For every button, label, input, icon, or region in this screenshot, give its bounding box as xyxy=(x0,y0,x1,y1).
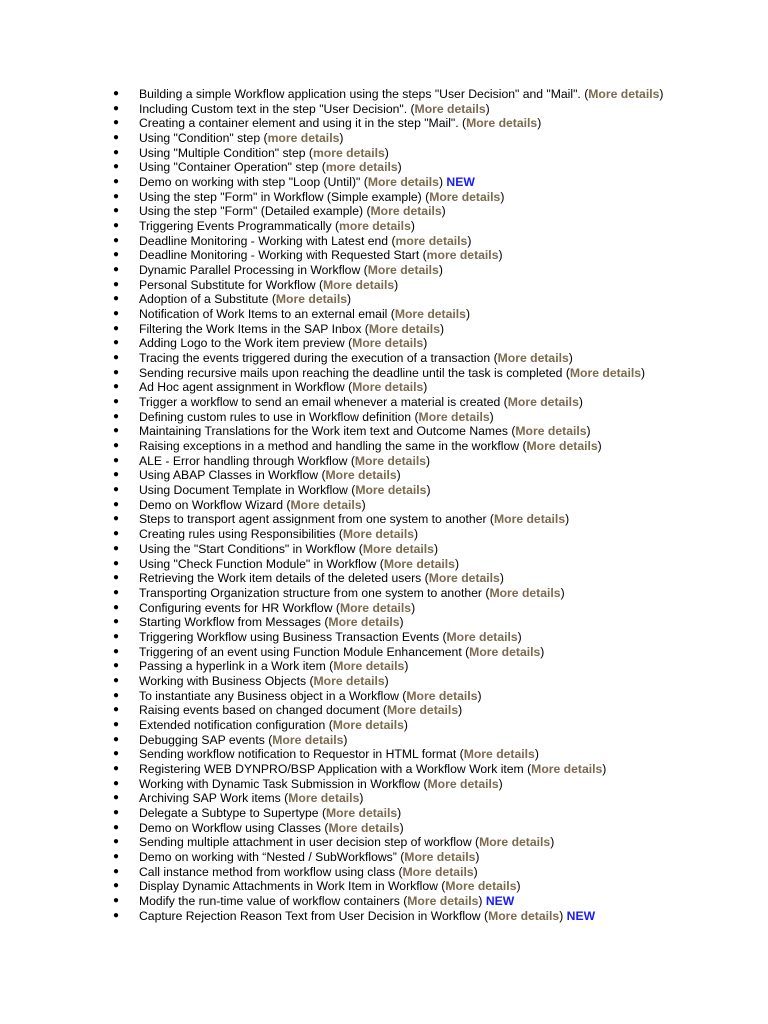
more-details-link[interactable]: More details xyxy=(368,321,440,336)
bullet-icon: ● xyxy=(113,513,120,525)
item-text: Using the step "Form" (Detailed example) xyxy=(139,204,367,219)
list-item: ● Including Custom text in the step "User Decision". (More details) xyxy=(113,101,490,116)
more-details-link[interactable]: More details xyxy=(367,175,439,190)
list-item: ● Delegate a Subtype to Supertype (More details) xyxy=(113,805,402,820)
item-text: Working with Business Objects xyxy=(139,673,310,688)
item-text: Tracing the events triggered during the execution of a transaction xyxy=(139,351,494,366)
more-details-link[interactable]: more details xyxy=(325,160,398,175)
item-text: Extended notification configuration xyxy=(139,717,329,732)
item-text: Using "Check Function Module" in Workflow xyxy=(139,556,380,571)
item-text: Demo on working with “Nested / SubWorkflows” xyxy=(139,849,401,864)
bullet-icon: ● xyxy=(113,454,120,466)
item-text: Using "Container Operation" step xyxy=(139,160,322,175)
list-item: ● Using the step "Form" in Workflow (Simple example) (More details) xyxy=(113,189,505,204)
bullet-icon: ● xyxy=(113,102,120,114)
new-badge: NEW xyxy=(446,175,475,190)
list-item: ● Dynamic Parallel Processing in Workflow (More details) xyxy=(113,263,443,278)
more-details-link[interactable]: More details xyxy=(328,615,400,630)
list-item: ● Creating rules using Responsibilities (More details) xyxy=(113,527,419,542)
list-item: ● Call instance method from workflow using class (More details) xyxy=(113,864,478,879)
list-item: ● Passing a hyperlink in a Work item (More details) xyxy=(113,659,409,674)
new-badge: NEW xyxy=(566,908,596,923)
more-details-link[interactable]: More details xyxy=(333,659,405,674)
bullet-icon: ● xyxy=(113,278,120,290)
more-details-link[interactable]: More details xyxy=(325,468,397,483)
bullet-icon: ● xyxy=(113,733,120,745)
bullet-icon: ● xyxy=(113,689,120,701)
more-details-link[interactable]: More details xyxy=(531,761,603,776)
item-text: Retrieving the Work item details of the deleted users xyxy=(139,571,425,586)
list-item: ● Using "Container Operation" step (more details) xyxy=(113,160,402,175)
more-details-link[interactable]: More details xyxy=(328,820,400,835)
more-details-link[interactable]: More details xyxy=(383,556,455,571)
bullet-icon: ● xyxy=(113,322,120,334)
new-badge: NEW xyxy=(485,893,515,908)
item-text: Using the "Start Conditions" in Workflow xyxy=(139,541,359,556)
bullet-icon: ● xyxy=(113,821,120,833)
item-text: Notification of Work Items to an external email xyxy=(139,307,391,322)
list-item: ● Tracing the events triggered during the execution of a transaction (More details) xyxy=(113,351,573,366)
more-details-link[interactable]: More details xyxy=(507,395,579,410)
more-details-link[interactable]: More details xyxy=(418,409,490,424)
bullet-icon: ● xyxy=(113,660,120,672)
more-details-link[interactable]: More details xyxy=(446,629,518,644)
more-details-link[interactable]: More details xyxy=(515,424,587,439)
bullet-icon: ● xyxy=(113,220,120,232)
bullet-icon: ● xyxy=(113,352,120,364)
list-item: ● Triggering Workflow using Business Transaction Events (More details) xyxy=(113,629,522,644)
list-item: ● Notification of Work Items to an external email (More details) xyxy=(113,307,471,322)
more-details-link[interactable]: more details xyxy=(312,145,385,160)
item-text: Modify the run-time value of workflow containers xyxy=(139,893,404,908)
list-item: ● Using the step "Form" (Detailed example) (More details) xyxy=(113,204,446,219)
item-text: Defining custom rules to use in Workflow definition xyxy=(139,409,415,424)
more-details-link[interactable]: More details xyxy=(288,791,360,806)
more-details-link[interactable]: More details xyxy=(402,864,474,879)
item-text: Sending multiple attachment in user decision step of workflow xyxy=(139,835,476,850)
more-details-link[interactable]: more details xyxy=(426,248,499,263)
item-text: To instantiate any Business object in a Workflow xyxy=(139,688,403,703)
bullet-icon: ● xyxy=(113,308,120,320)
more-details-link[interactable]: More details xyxy=(493,512,566,527)
item-text: Raising events based on changed document xyxy=(139,703,383,718)
item-text: Adoption of a Substitute xyxy=(139,292,272,307)
more-details-link[interactable]: More details xyxy=(588,87,660,101)
item-text: Maintaining Translations for the Work item text and Outcome Names xyxy=(139,424,512,439)
bullet-icon: ● xyxy=(113,674,120,686)
list-item: ● Using ABAP Classes in Workflow (More details) xyxy=(113,468,401,483)
item-text: Using "Condition" step xyxy=(139,131,264,146)
bullet-icon: ● xyxy=(113,836,120,848)
item-text: Ad Hoc agent assignment in Workflow xyxy=(139,380,349,395)
more-details-link[interactable]: More details xyxy=(394,307,466,322)
item-text: Transporting Organization structure from one system to another xyxy=(139,585,486,600)
list-item: ● Using "Condition" step (more details) xyxy=(113,131,344,146)
more-details-link[interactable]: More details xyxy=(479,835,551,850)
list-item: ● Transporting Organization structure from one system to another (More details) xyxy=(113,585,565,600)
item-text: Triggering Workflow using Business Transaction Events xyxy=(139,629,443,644)
bullet-icon: ● xyxy=(113,190,120,202)
list-item: ● Triggering Events Programmatically (more details) xyxy=(113,219,415,234)
more-details-link[interactable]: More details xyxy=(428,571,500,586)
more-details-link[interactable]: more details xyxy=(395,233,468,248)
list-item: ● Defining custom rules to use in Workflow definition (More details) xyxy=(113,409,494,424)
bullet-icon: ● xyxy=(113,777,120,789)
item-text: Trigger a workflow to send an email whenever a material is created xyxy=(139,395,504,410)
item-text: Creating rules using Responsibilities xyxy=(139,527,339,542)
list-item: ● Trigger a workflow to send an email whenever a material is created (More details) xyxy=(113,395,583,410)
bullet-icon: ● xyxy=(113,249,120,261)
more-details-link[interactable]: More details xyxy=(367,263,439,278)
bullet-icon: ● xyxy=(113,293,120,305)
more-details-link[interactable]: More details xyxy=(352,336,424,351)
list-item: ● Registering WEB DYNPRO/BSP Application with a Workflow Work item (More details) xyxy=(113,761,607,776)
more-details-link[interactable]: More details xyxy=(339,600,412,615)
item-text: Adding Logo to the Work item preview xyxy=(139,336,349,351)
more-details-link[interactable]: More details xyxy=(354,453,426,468)
item-text: Demo on working with step "Loop (Until)" xyxy=(139,175,364,190)
item-text: Steps to transport agent assignment from one system to another xyxy=(139,512,490,527)
list-item: ● Capture Rejection Reason Text from User Decision in Workflow (More details) NEW xyxy=(113,908,596,923)
more-details-link[interactable]: More details xyxy=(386,703,459,718)
bullet-icon: ● xyxy=(113,440,120,452)
item-text: Deadline Monitoring - Working with Latest end xyxy=(139,233,392,248)
list-item: ● Extended notification configuration (More details) xyxy=(113,717,408,732)
item-text: Configuring events for HR Workflow xyxy=(139,600,336,615)
list-item: ● Deadline Monitoring - Working with Latest end (more details) xyxy=(113,233,472,248)
bullet-icon: ● xyxy=(113,572,120,584)
item-text: Debugging SAP events xyxy=(139,732,269,747)
item-text: Deadline Monitoring - Working with Requested Start xyxy=(139,248,423,263)
more-details-link[interactable]: More details xyxy=(427,776,499,791)
list-item: ● Using "Multiple Condition" step (more details) xyxy=(113,145,389,160)
more-details-link[interactable]: More details xyxy=(488,908,560,923)
more-details-link[interactable]: More details xyxy=(429,189,501,204)
item-text: Sending recursive mails upon reaching the deadline until the task is completed xyxy=(139,365,566,380)
bullet-icon: ● xyxy=(113,88,120,99)
more-details-link[interactable]: More details xyxy=(332,717,404,732)
item-text: Capture Rejection Reason Text from User Decision in Workflow xyxy=(139,908,484,923)
bullet-icon: ● xyxy=(113,528,120,540)
list-item: ● Creating a container element and using it in the step "Mail". (More details) xyxy=(113,116,542,131)
bullet-icon: ● xyxy=(113,484,120,496)
list-item: ● ALE - Error handling through Workflow (More details) xyxy=(113,453,431,468)
more-details-link[interactable]: More details xyxy=(466,116,538,131)
item-text: Demo on Workflow using Classes xyxy=(139,820,325,835)
bullet-icon: ● xyxy=(113,850,120,862)
bullet-icon: ● xyxy=(113,645,120,657)
bullet-icon: ● xyxy=(113,132,120,144)
bullet-icon: ● xyxy=(113,498,120,510)
more-details-link[interactable]: More details xyxy=(362,541,434,556)
item-text: Using Document Template in Workflow xyxy=(139,483,352,498)
item-text: Working with Dynamic Task Submission in Workflow xyxy=(139,776,424,791)
bullet-icon: ● xyxy=(113,205,120,217)
item-text: Filtering the Work Items in the SAP Inbox xyxy=(139,321,365,336)
list-item: ● Demo on Workflow Wizard (More details) xyxy=(113,497,366,512)
bullet-icon: ● xyxy=(113,425,120,437)
list-item: ● Modify the run-time value of workflow containers (More details) NEW xyxy=(113,893,515,908)
more-details-link[interactable]: More details xyxy=(323,277,395,292)
item-text: Using ABAP Classes in Workflow xyxy=(139,468,322,483)
list-item: ● Filtering the Work Items in the SAP Inbox (More details) xyxy=(113,321,445,336)
list-item: ● Using Document Template in Workflow (More details) xyxy=(113,483,431,498)
bullet-icon: ● xyxy=(113,176,120,188)
item-text: Archiving SAP Work items xyxy=(139,791,285,806)
list-item: ● Building a simple Workflow application using the steps "User Decision" and "Mail". (More details) xyxy=(113,87,664,101)
more-details-link[interactable]: More details xyxy=(272,732,344,747)
list-item: ● Deadline Monitoring - Working with Requested Start (more details) xyxy=(113,248,503,263)
item-text: Building a simple Workflow application using the steps "User Decision" and "Mail". xyxy=(139,87,585,101)
list-item: ● Raising events based on changed document (More details) xyxy=(113,703,463,718)
list-item: ● Working with Dynamic Task Submission in Workflow (More details) xyxy=(113,776,503,791)
list-item: ● To instantiate any Business object in a Workflow (More details) xyxy=(113,688,482,703)
more-details-link[interactable]: More details xyxy=(352,380,424,395)
bullet-icon: ● xyxy=(113,894,120,906)
more-details-link[interactable]: More details xyxy=(497,351,569,366)
bullet-icon: ● xyxy=(113,557,120,569)
list-item: ● Retrieving the Work item details of the deleted users (More details) xyxy=(113,571,504,586)
item-text: Demo on Workflow Wizard xyxy=(139,497,287,512)
list-item: ● Maintaining Translations for the Work item text and Outcome Names (More details) xyxy=(113,424,591,439)
item-text: Registering WEB DYNPRO/BSP Application with a Workflow Work item xyxy=(139,761,528,776)
list-item: ● Triggering of an event using Function Module Enhancement (More details) xyxy=(113,644,545,659)
bullet-icon: ● xyxy=(113,630,120,642)
list-item: ● Adding Logo to the Work item preview (More details) xyxy=(113,336,428,351)
list-item: ● Debugging SAP events (More details) xyxy=(113,732,348,747)
more-details-link[interactable]: more details xyxy=(339,219,411,234)
bullet-icon: ● xyxy=(113,880,120,892)
list-item: ● Archiving SAP Work items (More details) xyxy=(113,791,364,806)
bullet-icon: ● xyxy=(113,234,120,246)
bullet-icon: ● xyxy=(113,366,120,378)
more-details-link[interactable]: More details xyxy=(406,688,478,703)
item-text: Using the step "Form" in Workflow (Simple example) xyxy=(139,189,426,204)
item-text: Call instance method from workflow using class xyxy=(139,864,399,879)
topic-list xyxy=(0,87,768,923)
item-text: Including Custom text in the step "User Decision". xyxy=(139,101,411,116)
item-text: Delegate a Subtype to Supertype xyxy=(139,805,322,820)
more-details-link[interactable]: More details xyxy=(326,805,398,820)
more-details-link[interactable]: More details xyxy=(463,747,535,762)
bullet-icon: ● xyxy=(113,718,120,730)
bullet-icon: ● xyxy=(113,264,120,276)
bullet-icon: ● xyxy=(113,469,120,481)
item-text: Using "Multiple Condition" step xyxy=(139,145,309,160)
more-details-link[interactable]: More details xyxy=(370,204,442,219)
list-item: ● Configuring events for HR Workflow (More details) xyxy=(113,600,416,615)
bullet-icon: ● xyxy=(113,601,120,613)
list-item: ● Demo on working with step "Loop (Until)" (More details) NEW xyxy=(113,175,475,190)
bullet-icon: ● xyxy=(113,806,120,818)
list-item: ● Raising exceptions in a method and handling the same in the workflow (More details) xyxy=(113,439,602,454)
more-details-link[interactable]: More details xyxy=(489,585,561,600)
bullet-icon: ● xyxy=(113,410,120,422)
bullet-icon: ● xyxy=(113,161,120,173)
list-item: ● Working with Business Objects (More details) xyxy=(113,673,389,688)
item-text: Personal Substitute for Workflow xyxy=(139,277,319,292)
more-details-link[interactable]: More details xyxy=(275,292,347,307)
more-details-link[interactable]: More details xyxy=(414,101,486,116)
item-text: Triggering of an event using Function Module Enhancement xyxy=(139,644,466,659)
bullet-icon: ● xyxy=(113,396,120,408)
list-item: ● Personal Substitute for Workflow (More details) xyxy=(113,277,399,292)
more-details-link[interactable]: More details xyxy=(526,439,598,454)
more-details-link[interactable]: More details xyxy=(407,893,479,908)
bullet-icon: ● xyxy=(113,909,120,921)
list-item: ● Sending recursive mails upon reaching the deadline until the task is completed (More details) xyxy=(113,365,646,380)
more-details-link[interactable]: More details xyxy=(313,673,385,688)
bullet-icon: ● xyxy=(113,117,120,129)
more-details-link[interactable]: More details xyxy=(569,365,641,380)
item-text: Sending workflow notification to Requestor in HTML format xyxy=(139,747,460,762)
bullet-icon: ● xyxy=(113,748,120,760)
item-text: Passing a hyperlink in a Work item xyxy=(139,659,330,674)
bullet-icon: ● xyxy=(113,586,120,598)
bullet-icon: ● xyxy=(113,865,120,877)
list-item: ● Using the "Start Conditions" in Workflow (More details) xyxy=(113,541,439,556)
bullet-icon: ● xyxy=(113,146,120,158)
more-details-link[interactable]: More details xyxy=(445,879,517,894)
item-text: Display Dynamic Attachments in Work Item in Workflow xyxy=(139,879,442,894)
bullet-icon: ● xyxy=(113,616,120,628)
more-details-link[interactable]: More details xyxy=(290,497,362,512)
list-item: ● Display Dynamic Attachments in Work Item in Workflow (More details) xyxy=(113,879,521,894)
bullet-icon: ● xyxy=(113,542,120,554)
list-item: ● Steps to transport agent assignment from one system to another (More details) xyxy=(113,512,570,527)
bullet-icon: ● xyxy=(113,704,120,716)
list-item: ● Starting Workflow from Messages (More details) xyxy=(113,615,404,630)
more-details-link[interactable]: more details xyxy=(267,131,340,146)
bullet-icon: ● xyxy=(113,762,120,774)
list-item: ● Demo on Workflow using Classes (More details) xyxy=(113,820,404,835)
list-item: ● Sending multiple attachment in user decision step of workflow (More details) xyxy=(113,835,555,850)
item-text: ALE - Error handling through Workflow xyxy=(139,453,351,468)
list-item: ● Demo on working with “Nested / SubWorkflows” (More details) xyxy=(113,849,480,864)
more-details-link[interactable]: More details xyxy=(342,527,415,542)
more-details-link[interactable]: More details xyxy=(469,644,541,659)
item-text: Starting Workflow from Messages xyxy=(139,615,325,630)
item-text: Dynamic Parallel Processing in Workflow xyxy=(139,263,364,278)
list-item: ● Adoption of a Substitute (More details) xyxy=(113,292,352,307)
list-item: ● Ad Hoc agent assignment in Workflow (More details) xyxy=(113,380,428,395)
bullet-icon: ● xyxy=(113,792,120,804)
bullet-icon: ● xyxy=(113,381,120,393)
bullet-icon: ● xyxy=(113,337,120,349)
item-text: Raising exceptions in a method and handling the same in the workflow xyxy=(139,439,523,454)
more-details-link[interactable]: More details xyxy=(355,483,427,498)
list-item: ● Using "Check Function Module" in Workflow (More details) xyxy=(113,556,460,571)
item-text: Creating a container element and using it in the step "Mail". xyxy=(139,116,462,131)
more-details-link[interactable]: More details xyxy=(404,849,476,864)
list-item: ● Sending workflow notification to Requestor in HTML format (More details) xyxy=(113,747,539,762)
item-text: Triggering Events Programmatically xyxy=(139,219,335,234)
